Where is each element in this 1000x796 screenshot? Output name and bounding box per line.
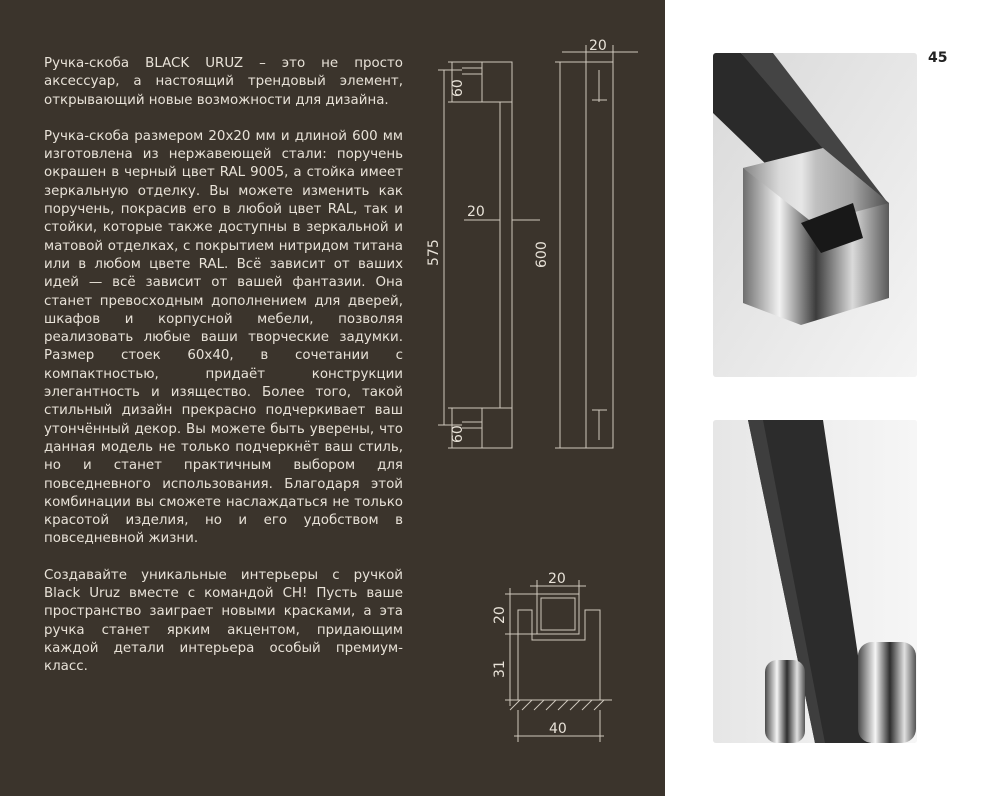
dim-label-575: 575 <box>426 239 442 266</box>
section-tube-outer <box>537 594 579 634</box>
dim-label-40: 40 <box>549 721 567 737</box>
dim-label-20-top: 20 <box>589 38 607 54</box>
paragraph-intro: Ручка-скоба BLACK URUZ – это не просто аксессуар, а настоящий трендовый элемент, открывающий новые возможности для дизайна. <box>44 56 403 108</box>
front-view <box>438 62 540 448</box>
dim-label-600: 600 <box>534 241 550 268</box>
section-post <box>518 610 600 700</box>
product-photo-bottom-image <box>713 420 917 743</box>
paragraph-details: Ручка-скоба размером 20х20 мм и длиной 600 мм изготовлена из нержавеющей стали: поручень окрашен в черный цвет RAL 9005, а стойка имеет зеркальную отделку. Вы можете изменить как поручень, покрасив его в любой цвет RAL, так и стойки, которые также доступны в зеркальной и матовой отделках, с покрытием нитридом титана или в любом цвете RAL. Всё зависит от ваших идей — всё зависит от вашей фантазии. Она станет превосходным дополнением для дверей, шкафов и корпусной мебели, позволяя реализовать любые ваши творческие задумки. Размер стоек 60х40, в сочетании с компактностью, придаёт конструкции элегантность и изящество. Более того, такой стильный дизайн прекрасно подчеркивает ваш утончённый декор. Вы можете быть уверены, что данная модель не только подчеркнёт ваш стиль, но и станет практичным выбором для повседневного использования. Благодаря этой комбинации вы сможете наслаждаться не только красотой изделия, но и его удобством в повседневной жизни. <box>44 128 403 547</box>
front-top-post <box>482 62 512 102</box>
front-bottom-post <box>482 408 512 448</box>
cross-section <box>505 580 612 742</box>
dim-label-31: 31 <box>492 660 508 678</box>
dim-label-20-bar: 20 <box>467 204 485 220</box>
dim-label-20-section-width: 20 <box>548 571 566 587</box>
page-number: 45 <box>928 50 948 66</box>
paragraph-closing: Создавайте уникальные интерьеры с ручкой Black Uruz вместе с командой СН! Пусть ваше пространство заиграет новыми красками, а эта ручка станет ярким акцентом, придающим каждой детали интерьера особый премиум-класс. <box>44 567 403 675</box>
side-view <box>555 45 638 448</box>
side-bar <box>586 62 613 448</box>
section-tube-inner <box>541 598 575 630</box>
dim-label-60-bottom: 60 <box>450 425 466 443</box>
product-photo-top-image <box>713 53 917 377</box>
dim-label-20-section-height: 20 <box>492 606 508 624</box>
product-photo-bottom <box>713 420 917 743</box>
dim-label-60-top: 60 <box>450 79 466 97</box>
product-photo-top <box>713 53 917 377</box>
